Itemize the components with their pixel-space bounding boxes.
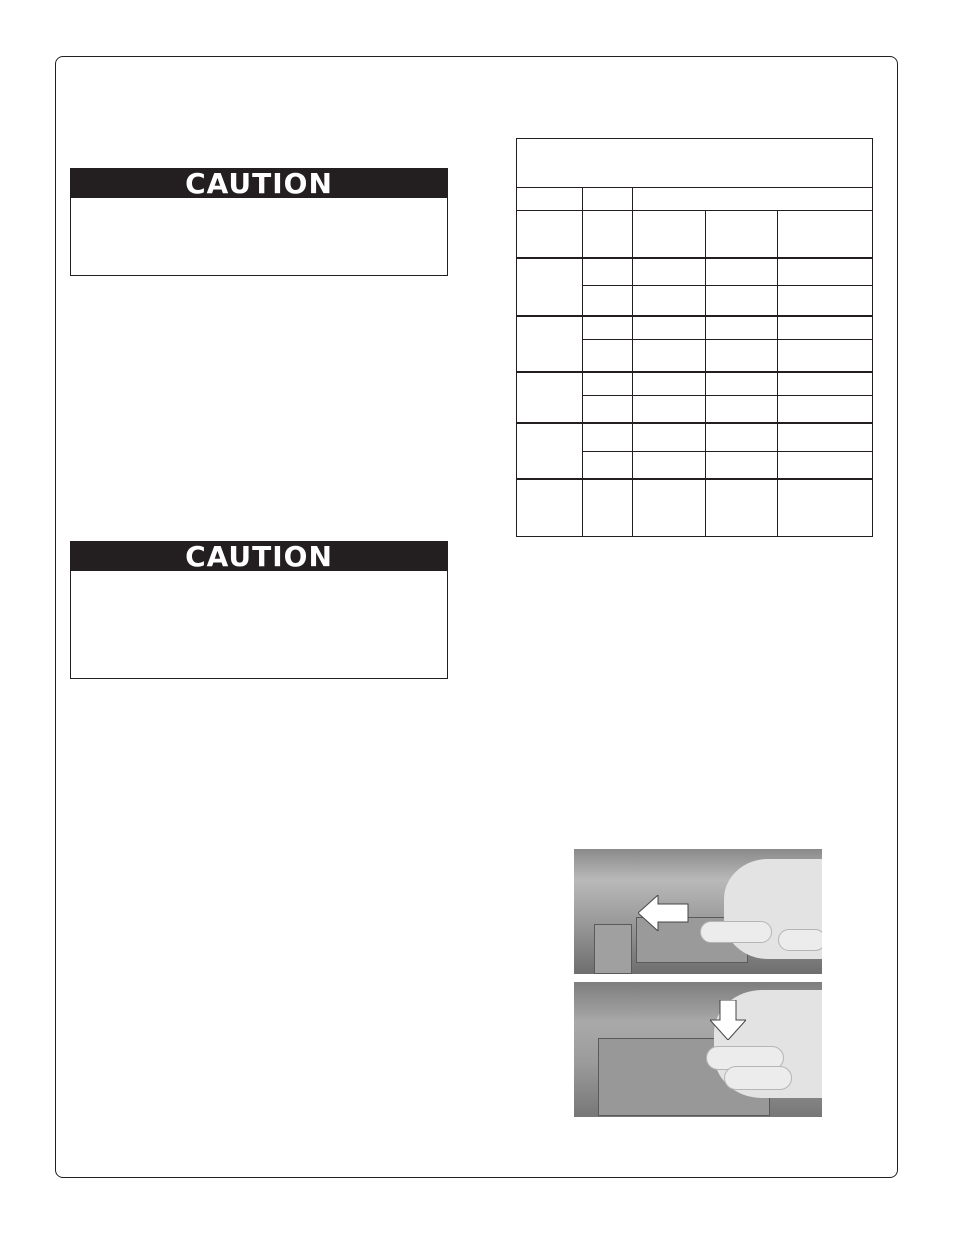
- finger: [778, 929, 822, 951]
- arrow-down-icon: [710, 1000, 746, 1040]
- finger: [724, 1066, 792, 1090]
- caution-box-2: [70, 541, 448, 679]
- installation-photos: [574, 849, 822, 1117]
- table-rule: [517, 478, 872, 480]
- arrow-left-icon: [638, 895, 690, 931]
- table-rule: [777, 210, 778, 536]
- table-rule: [632, 187, 633, 536]
- dispenser-cup: [594, 924, 632, 974]
- table-rule: [517, 422, 872, 424]
- table-rule: [517, 315, 872, 317]
- table-rule: [582, 187, 583, 536]
- caution-heading-2: CAUTION: [71, 542, 447, 571]
- table-rule: [517, 257, 872, 259]
- photo-slide-tray: [574, 849, 822, 974]
- table-rule: [517, 210, 872, 211]
- table-rule: [517, 187, 872, 188]
- table-rule: [517, 371, 872, 373]
- table-rule: [582, 395, 872, 396]
- settings-table: [516, 138, 873, 537]
- table-rule: [582, 285, 872, 286]
- table-rule: [582, 451, 872, 452]
- caution-heading-1: CAUTION: [71, 169, 447, 198]
- photo-press-lid: [574, 982, 822, 1117]
- table-rule: [705, 210, 706, 536]
- caution-box-1: [70, 168, 448, 276]
- table-rule: [582, 339, 872, 340]
- finger: [700, 921, 772, 943]
